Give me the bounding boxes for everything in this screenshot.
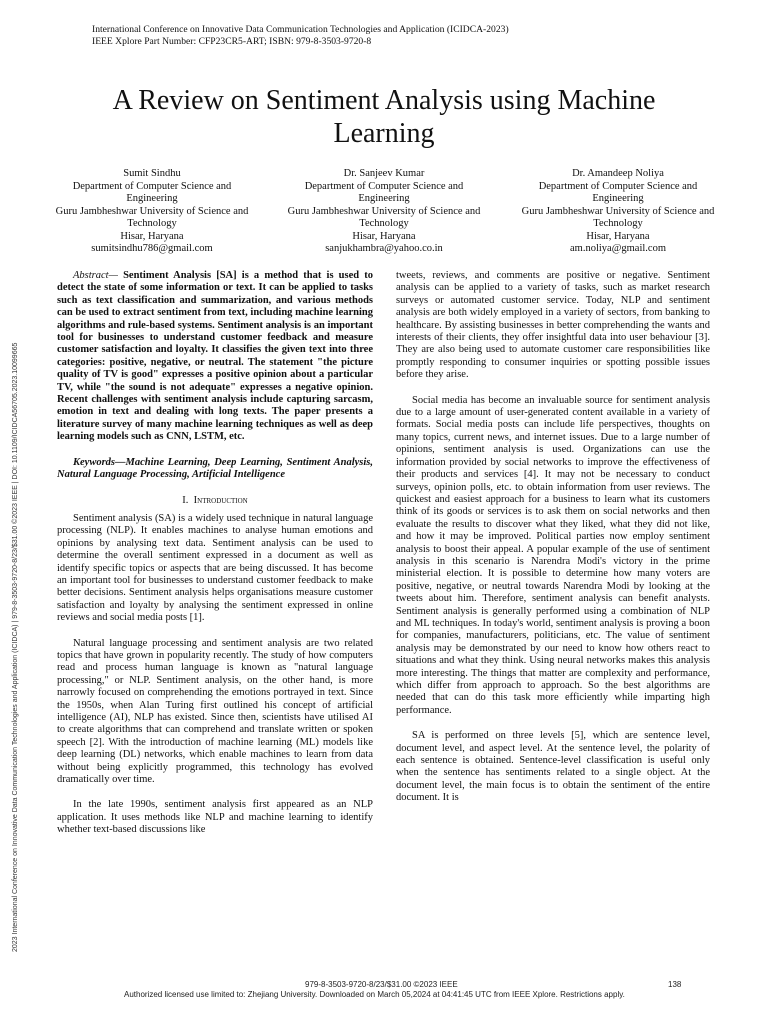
right-column (396, 270, 710, 970)
author-dept: Department of Computer Science and Engineering (72, 180, 232, 204)
abstract-text: Sentiment Analysis [SA] is a method that is used to detect the state of some information or text. It can be applied to tasks such as text classification and summarization, and various methods can be used to extract sentiment from text, including machine learning algorithms and rule-based systems. Sentiment analysis is an important tool for businesses to understand customer feedback and measure customer satisfaction and loyalty. It classifies the given text into three categories: positive, negative, or neutral. The statement "the picture quality of TV is good" expresses a positive opinion about a particular TV, while "the sound is not adequate" expresses a negative opinion. Recent challenges with sentiment analysis include capturing sarcasm, emotion in text and dealing with long texts. The paper presents a literature survey of many machine learning techniques as well as deep learning models such as CNN, LSTM, etc. (57, 270, 373, 443)
author-email: am.noliya@gmail.com (570, 243, 666, 254)
section-number: I. (182, 494, 189, 506)
author-location: Hisar, Haryana (352, 230, 416, 242)
author-block-3 (518, 168, 718, 256)
left-column (57, 270, 373, 970)
author-block-1 (52, 168, 252, 256)
part-number: IEEE Xplore Part Number: CFP23CR5-ART; ISBN: 979-8-3503-9720-8 (92, 36, 372, 47)
author-univ: Guru Jambheshwar University of Science and Technology (287, 205, 481, 229)
author-dept: Department of Computer Science and Engineering (304, 180, 464, 204)
abstract-lead: Abstract— (73, 270, 118, 281)
author-location: Hisar, Haryana (586, 230, 650, 242)
side-doi-text: 2023 International Conference on Innovative Data Communication Technologies and Application (ICIDCA) | 979-8-3503-9720-8/23/$31.00 ©2023 IEEE | DOI: 10.1109/ICIDCA56705.2023.10099665 (12, 342, 19, 952)
conference-header (92, 24, 509, 48)
author-email: sumitsindhu786@gmail.com (91, 243, 213, 254)
paragraph: SA is performed on three levels [5], which are sentence level, document level, and aspect level. At the sentence level, the polarity of each sentence is obtained. Sentence-level classification is useful only when the sentence has sentiments related to a single object. At the document level, the main focus is to obtain the sentiment of the entire document. It is (396, 730, 710, 804)
paper-title: A Review on Sentiment Analysis using Machine Learning (112, 85, 656, 149)
section-heading (57, 495, 373, 507)
keywords: Keywords—Machine Learning, Deep Learning, Sentiment Analysis, Natural Language Processing, Artificial Intelligence (57, 456, 373, 481)
author-location: Hisar, Haryana (120, 230, 184, 242)
paragraph: tweets, reviews, and comments are positive or negative. Sentiment analysis can be applied to a variety of tasks, such as market research surveys or automated customer service. Today, NLP and sentiment analysis are both widely employed in a variety of sectors, from banking to healthcare. By assisting businesses in better comprehending the wants and interests of their clients, they offer insightful data into user behaviour [3]. They are also being used to automate customer care responsibilities like promptly responding to consumer inquiries or spotting possible issues before they arise. (396, 270, 710, 381)
conference-name: International Conference on Innovative Data Communication Technologies and Application (ICIDCA-2023) (92, 24, 509, 35)
section-title: Introduction (193, 494, 248, 506)
author-univ: Guru Jambheshwar University of Science and Technology (55, 205, 249, 229)
author-name: Sumit Sindhu (123, 168, 181, 179)
paragraph: Social media has become an invaluable source for sentiment analysis due to a large amount of user-generated content available in a variety of formats. Social media posts can include life perspectives, thoughts on many topics, current news, and internet issues. Due to a large number of opinions, sentiment analysis is used. Organizations can use the information provided by social networks to improve the effectiveness of their products and services [4]. It may not be necessary to conduct surveys, opinion polls, etc. to obtain information from user reviews. The quickest and easiest approach for a business to learn what its customers think of its goods or services is to ask them on social networks and then evaluate the results to discover what they liked, what they did not like, and how it may be improved. Political parties now employ sentiment analysis to boost their appeal. A popular example of the use of sentiment analysis in this scenario is Narendra Modi's victory in the prime ministerial election. It is possible to determine how many voters are positive, negative, or neutral towards Narendra Modi by looking at the tweets about him. Therefore, sentiment analysis can benefit analysts. Sentiment analysis is generally performed using a combination of NLP and ML techniques. In today's world, sentiment analysis is proving a boon for companies, manufacturers, politicians, etc. The value of sentiment analysis may be demonstrated by our need to know how others react to situations and what they think. Using neural networks makes this analysis more interesting. The things that matter are complexity and performance, which differ from approach to approach. So the best algorithms are needed that can do this task more efficiently while imparting high performance. (396, 394, 710, 716)
paragraph: Sentiment analysis (SA) is a widely used technique in natural language processing (NLP). It enables machines to analyse human emotions and opinions by analysing text data. Sentiment analysis can be used to determine the overall sentiment expressed in a document as well as identify specific topics or aspects that are being discussed. It has become an important tool for businesses to understand customer feedback to make better decisions. Sentiment analysis helps organisations measure customer satisfaction and loyalty by analysing the sentiment expressed in online reviews and social media posts [1]. (57, 512, 373, 624)
license-notice: Authorized licensed use limited to: Zhejiang University. Downloaded on March 05,2024 at 04:41:45 UTC from IEEE Xplore. Restrictions apply. (124, 990, 625, 999)
paragraph: Natural language processing and sentiment analysis are two related topics that have grown in popularity recently. The study of how computers read and process human language is known as "natural language processing," or NLP. Sentiment analysis, on the other hand, is more narrowly focused on comprehending the emotions portrayed in text. Since the 1950s, when Alan Turing first outlined his concept of artificial intelligence (AI), NLP has existed. Since then, scientists have utilised AI to create algorithms that can comprehend and translate written or spoken speech [2]. With the introduction of machine learning (ML) models like deep learning (DL) networks, which enable machines to learn from data without being explicitly programmed, this technology has evolved dramatically over time. (57, 637, 373, 786)
author-name: Dr. Sanjeev Kumar (343, 168, 425, 179)
copyright-line: 979-8-3503-9720-8/23/$31.00 ©2023 IEEE (305, 980, 458, 989)
author-name: Dr. Amandeep Noliya (572, 168, 664, 179)
author-block-2 (284, 168, 484, 256)
author-univ: Guru Jambheshwar University of Science and Technology (521, 205, 715, 229)
abstract (57, 270, 373, 444)
author-dept: Department of Computer Science and Engineering (538, 180, 698, 204)
paragraph: In the late 1990s, sentiment analysis first appeared as an NLP application. It uses methods like NLP and machine learning to identify whether text-based discussions like (57, 799, 373, 836)
page-number: 138 (668, 980, 682, 989)
author-email: sanjukhambra@yahoo.co.in (325, 243, 443, 254)
